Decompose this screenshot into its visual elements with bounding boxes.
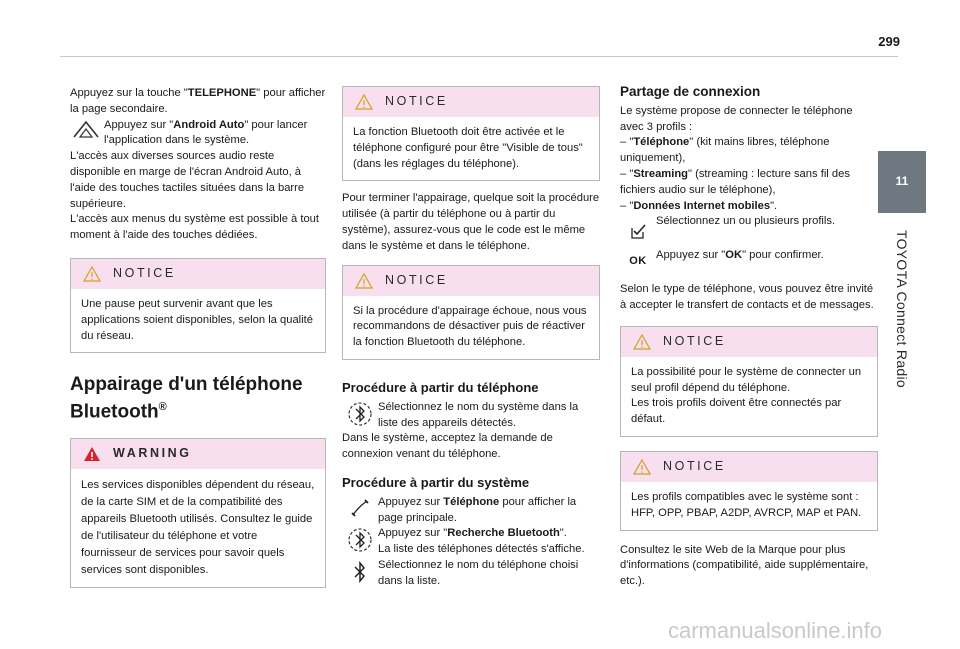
notice-triangle-icon (355, 273, 373, 289)
notice-label: NOTICE (385, 94, 448, 109)
warning-label: WARNING (113, 445, 192, 460)
column-3 (620, 84, 878, 590)
paragraph-profiles-intro: Le système propose de connecter le téléphone avec 3 profils : (620, 104, 853, 133)
ok-icon: OK (629, 255, 647, 268)
notice-text: Les profils compatibles avec le système sont : HFP, OPP, PBAP, A2DP, AVRCP, MAP et PAN. (631, 490, 862, 519)
chapter-title-text: TOYOTA Connect Radio (894, 230, 910, 388)
phone-handset-icon (342, 495, 378, 520)
system-step-1: Appuyez sur Téléphone pour afficher la page principale. (342, 495, 600, 527)
profile-item-streaming: – "Streaming" (streaming : lecture sans fil des fichiers audio sur le téléphone), (620, 167, 850, 196)
notice-label: NOTICE (663, 459, 726, 474)
watermark: carmanualsonline.info (668, 618, 883, 643)
profile-item-data: – "Données Internet mobiles". (620, 199, 778, 212)
paragraph-menus: L'accès aux menus du système est possible à tout moment à l'aide des touches dédiées. (70, 213, 320, 242)
phone-step: Sélectionnez le nom du système dans la liste des appareils détectés. (342, 400, 600, 432)
notice-label: NOTICE (663, 333, 726, 348)
section-heading-pairing: Appairage d'un téléphone Bluetooth® (70, 374, 303, 423)
select-profiles-step: Sélectionnez un ou plusieurs profils. (620, 214, 878, 240)
notice-text: La possibilité pour le système de connecter un seul profil dépend du téléphone. (631, 365, 862, 394)
warning-triangle-icon (83, 446, 101, 462)
notice-text: Si la procédure d'appairage échoue, nous vous recommandons de désactiver puis de réactiver la fonction Bluetooth du téléphone. (353, 304, 587, 349)
notice-box-compatible (620, 451, 878, 531)
system-step-3: Sélectionnez le nom du téléphone choisi dans la liste. (342, 558, 600, 590)
chapter-number: 11 (895, 174, 909, 188)
notice-label: NOTICE (113, 266, 176, 281)
notice-box-network (70, 258, 326, 353)
notice-text: Une pause peut survenir avant que les applications soient disponibles, selon la qualité du réseau. (81, 297, 313, 342)
notice-text: La fonction Bluetooth doit être activée et le téléphone configuré pour être "Visible de tous" (dans les réglages du téléphone). (353, 126, 583, 170)
notice-box-profiles (620, 326, 878, 437)
header-rule (60, 56, 898, 57)
heading-phone-procedure: Procédure à partir du téléphone (342, 379, 539, 395)
notice-label: NOTICE (385, 272, 448, 287)
heading-system-procedure: Procédure à partir du système (342, 474, 530, 490)
bluetooth-circle-icon (342, 400, 378, 427)
notice-triangle-icon (355, 94, 373, 110)
confirm-step: OK Appuyez sur "OK" pour confirmer. (620, 248, 878, 270)
paragraph-website: Consultez le site Web de la Marque pour plus d'informations (compatibilité, aide supplémentaire, etc.). (620, 543, 869, 588)
page-number: 299 (878, 34, 900, 49)
paragraph-audio-sources: L'accès aux diverses sources audio reste disponible en marge de l'écran Android Auto, à l'aide des touches tactiles situées dans la barre supérieure. (70, 150, 305, 210)
system-step-2: Appuyez sur "Recherche Bluetooth". La liste des téléphones détectés s'affiche. (342, 526, 600, 558)
profile-item-telephone: – "Téléphone" (kit mains libres, téléphone uniquement), (620, 136, 830, 165)
android-auto-step: Appuyez sur "Android Auto" pour lancer l'application dans le système. (68, 118, 326, 150)
checkbox-icon (620, 214, 656, 240)
warning-text: Les services disponibles dépendent du réseau, de la carte SIM et de la compatibilité des appareils Bluetooth utilisés. Consultez le guide de l'utilisateur du téléphone et votre fournisseur de services pour savoir quels services sont disponibles. (81, 478, 315, 576)
notice-text: Les trois profils doivent être connectés par défaut. (631, 397, 842, 426)
paragraph-telephone-key: Appuyez sur la touche "TELEPHONE" pour afficher la page secondaire. (70, 87, 326, 115)
notice-triangle-icon (633, 459, 651, 475)
bluetooth-search-icon (342, 526, 378, 553)
column-2 (342, 86, 600, 590)
chapter-tab (878, 151, 926, 213)
column-1 (70, 86, 326, 588)
notice-box-failure (342, 265, 600, 360)
heading-connection-sharing: Partage de connexion (620, 84, 761, 99)
paragraph-accept-request: Dans le système, acceptez la demande de connexion venant du téléphone. (342, 432, 553, 461)
notice-triangle-icon (83, 266, 101, 282)
notice-triangle-icon (633, 334, 651, 350)
paragraph-finish-pairing: Pour terminer l'appairage, quelque soit la procédure utilisée (à partir du téléphone ou à partir du système), assurez-vous que le code est le même dans le système et dans le téléphone. (342, 192, 600, 252)
notice-box-visibility (342, 86, 600, 181)
android-auto-icon (68, 118, 104, 141)
bluetooth-icon (342, 558, 378, 585)
warning-box-services (70, 438, 326, 588)
paragraph-phone-type: Selon le type de téléphone, vous pouvez être invité à accepter le transfert de contacts et de messages. (620, 283, 874, 311)
